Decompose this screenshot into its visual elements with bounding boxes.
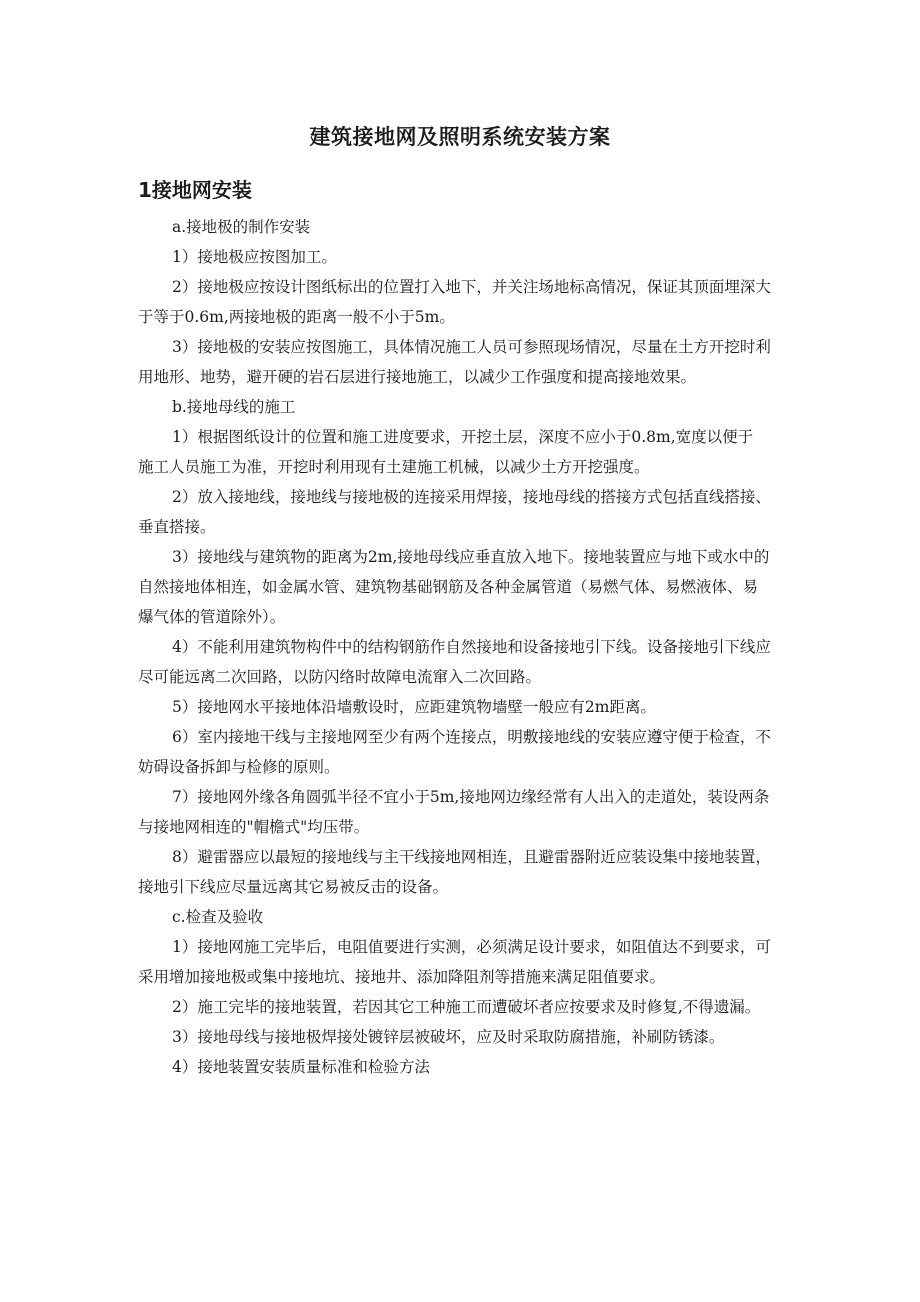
paragraph-c3: 3）接地母线与接地极焊接处镀锌层被破坏，应及时采取防腐措施，补刷防锈漆。 (172, 1028, 725, 1046)
paragraph-b5: 5）接地网水平接地体沿墙敷设时，应距建筑物墙壁一般应有2m距离。 (172, 698, 656, 716)
paragraph-b8: 8）避雷器应以最短的接地线与主干线接地网相连，且避雷器附近应装设集中接地装置， 接地引下线应尽量远离其它易被反击的设备。 (138, 848, 771, 896)
paragraph-c2: 2）施工完毕的接地装置，若因其它工种施工而遭破坏者应按要求及时修复,不得遗漏。 (172, 998, 761, 1016)
document-title: 建筑接地网及照明系统安装方案 (309, 125, 611, 149)
paragraph-c4: 4）接地装置安装质量标准和检验方法 (172, 1058, 430, 1076)
section-heading: 1接地网安装 (138, 178, 252, 202)
paragraph-a1: 1）接地极应按图加工。 (172, 248, 337, 266)
paragraph-b7: 7）接地网外缘各角圆弧半径不宜小于5m,接地网边缘经常有人出入的走道处，装设两条 与接地网相连的"帽檐式"均压带。 (138, 788, 770, 836)
subsection-heading-c: c.检查及验收 (172, 908, 264, 926)
paragraph-a3: 3）接地极的安装应按图施工，具体情况施工人员可参照现场情况，尽量在土方开挖时利 用地形、地势，避开硬的岩石层进行接地施工，以减少工作强度和提高接地效果。 (138, 338, 771, 386)
paragraph-b1: 1）根据图纸设计的位置和施工进度要求，开挖土层，深度不应小于0.8m,宽度以便于 施工人员施工为准，开挖时利用现有土建施工机械，以减少土方开挖强度。 (138, 428, 754, 476)
paragraph-b2: 2）放入接地线，接地线与接地极的连接采用焊接，接地母线的搭接方式包括直线搭接、 垂直搭接。 (138, 488, 771, 536)
paragraph-b6: 6）室内接地干线与主接地网至少有两个连接点，明敷接地线的安装应遵守便于检查，不 妨碍设备拆卸与检修的原则。 (138, 728, 771, 776)
subsection-heading-b: b.接地母线的施工 (172, 398, 296, 416)
paragraph-c1: 1）接地网施工完毕后，电阻值要进行实测，必须满足设计要求，如阻值达不到要求，可 采用增加接地极或集中接地坑、接地井、添加降阻剂等措施来满足阻值要求。 (138, 938, 771, 986)
paragraph-b4: 4）不能利用建筑物构件中的结构钢筋作自然接地和设备接地引下线。设备接地引下线应 尽可能远离二次回路，以防闪络时故障电流窜入二次回路。 (138, 638, 771, 686)
document-body (138, 212, 828, 1082)
subsection-heading-a: a.接地极的制作安装 (172, 218, 311, 236)
paragraph-a2: 2）接地极应按设计图纸标出的位置打入地下，并关注场地标高情况，保证其顶面埋深大 于等于0.6m,两接地极的距离一般不小于5m。 (138, 278, 771, 326)
paragraph-b3: 3）接地线与建筑物的距离为2m,接地母线应垂直放入地下。接地装置应与地下或水中的 自然接地体相连，如金属水管、建筑物基础钢筋及各种金属管道（易燃气体、易燃液体、易 爆气体的管道除外）。 (138, 548, 770, 626)
